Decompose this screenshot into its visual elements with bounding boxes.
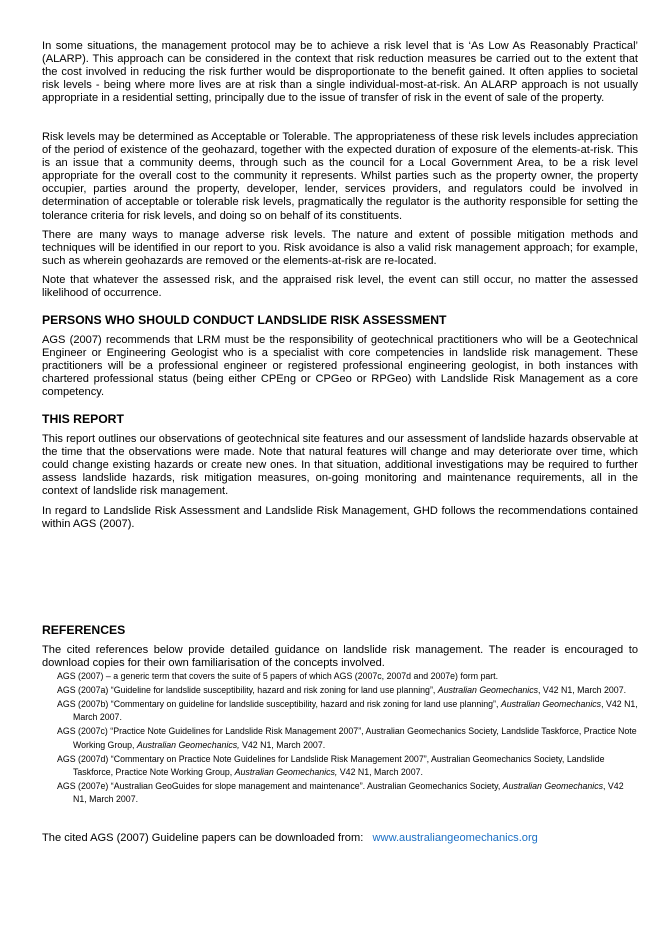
- reference-item-ags2007c: AGS (2007c) “Practice Note Guidelines for Landslide Risk Management 2007”, Australian Geomechanics Society, Landslide Taskforce, Practice Note Working Group, Australian Geomechanics, V42 N1, March 2007.: [57, 726, 637, 750]
- this-report-body: This report outlines our observations of geotechnical site features and our assessment of landslide hazards observable at the time that the observations were made. Note that natural features will change and may deteriorate over time, which could change existing hazards or create new ones. In that situation, additional investigations may be required to further assess landslide hazards, risk mitigation measures, on-going monitoring and maintenance requirements, all in the context of landslide risk management.: [42, 433, 638, 498]
- persons-section-body: AGS (2007) recommends that LRM must be the responsibility of geotechnical practitioners who will be a Geotechnical Engineer or Engineering Geologist who is a specialist with core competencies in landslide risk management. These practitioners will be a professional engineer or registered professional engineering geologist, in both instances with chartered professional status (being either CPEng or CPGeo or RPGeo) with Landslide Risk Management as a core competency.: [42, 334, 638, 399]
- reference-item-ags2007e: AGS (2007e) “Australian GeoGuides for slope management and maintenance”. Australian Geomechanics Society, Australian Geomechanics, V42 N1, March 2007.: [57, 781, 624, 805]
- references-list: [57, 670, 638, 807]
- download-text: The cited AGS (2007) Guideline papers can be downloaded from:: [42, 832, 364, 844]
- reference-item-ags2007a: AGS (2007a) “Guideline for landslide susceptibility, hazard and risk zoning for land use planning”, Australian Geomechanics, V42 N1, March 2007.: [57, 685, 627, 696]
- ghd-recommendation-paragraph: In regard to Landslide Risk Assessment and Landslide Risk Management, GHD follows the recommendations contained within AGS (2007).: [42, 505, 638, 531]
- alarp-paragraph: In some situations, the management protocol may be to achieve a risk level that is ‘As Low As Reasonably Practical’ (ALARP). This approach can be considered in the context that risk reduction measures be carried out to the extent that the cost involved in reducing the risk further would be disproportionate to the benefit gained. It often applies to societal risk levels - being where more lives are at risk than a single individual-most-at-risk. An ALARP approach is not usually appropriate in a residential setting, principally due to the issue of transfer of risk in the event of sale of the property.: [42, 40, 638, 105]
- this-report-heading: THIS REPORT: [42, 412, 124, 426]
- risk-levels-paragraph: Risk levels may be determined as Acceptable or Tolerable. The appropriateness of these risk levels includes appreciation of the period of existence of the geohazard, together with the expected duration of exposure of the elements-at-risk. This is an issue that a community deems, through such as the council for a Local Government Area, to be a risk level appropriate for the overall cost to the community it represents. Whilst parties such as the property owner, the property occupier, parties around the property, developer, lender, services providers, and regulators could be involved in determination of acceptable or tolerable risk levels, pragmatically the regulator is the authority responsible for setting the tolerance criteria for risk levels, and doing so on behalf of its constituents.: [42, 131, 638, 222]
- persons-section-heading: PERSONS WHO SHOULD CONDUCT LANDSLIDE RISK ASSESSMENT: [42, 313, 447, 327]
- management-ways-paragraph: There are many ways to manage adverse risk levels. The nature and extent of possible mitigation methods and techniques will be identified in our report to you. Risk avoidance is also a valid risk management approach; for example, such as wherein geohazards are removed or the elements-at-risk are re-located.: [42, 229, 638, 268]
- occurrence-note-paragraph: Note that whatever the assessed risk, and the appraised risk level, the event can still occur, no matter the assessed likelihood of occurrence.: [42, 274, 638, 300]
- reference-item-ags2007: AGS (2007) – a generic term that covers the suite of 5 papers of which AGS (2007c, 2007d and 2007e) form part.: [57, 671, 499, 681]
- reference-item-ags2007d: AGS (2007d) “Commentary on Practice Note Guidelines for Landslide Risk Management 2007”, Australian Geomechanics Society, Landslide Taskforce, Practice Note Working Group, Australian Geomechanics, V42 N1, March 2007.: [57, 753, 605, 777]
- reference-item-ags2007b: AGS (2007b) “Commentary on guideline for landslide susceptibility, hazard and risk zoning for land use planning”, Australian Geomechanics, V42 N1, March 2007.: [57, 699, 638, 723]
- references-intro: The cited references below provide detailed guidance on landslide risk management. The reader is encouraged to download copies for their own familiarisation of the concepts involved.: [42, 644, 638, 670]
- download-link[interactable]: www.australiangeomechanics.org: [372, 832, 538, 844]
- references-heading: REFERENCES: [42, 623, 126, 637]
- download-note: [42, 832, 638, 845]
